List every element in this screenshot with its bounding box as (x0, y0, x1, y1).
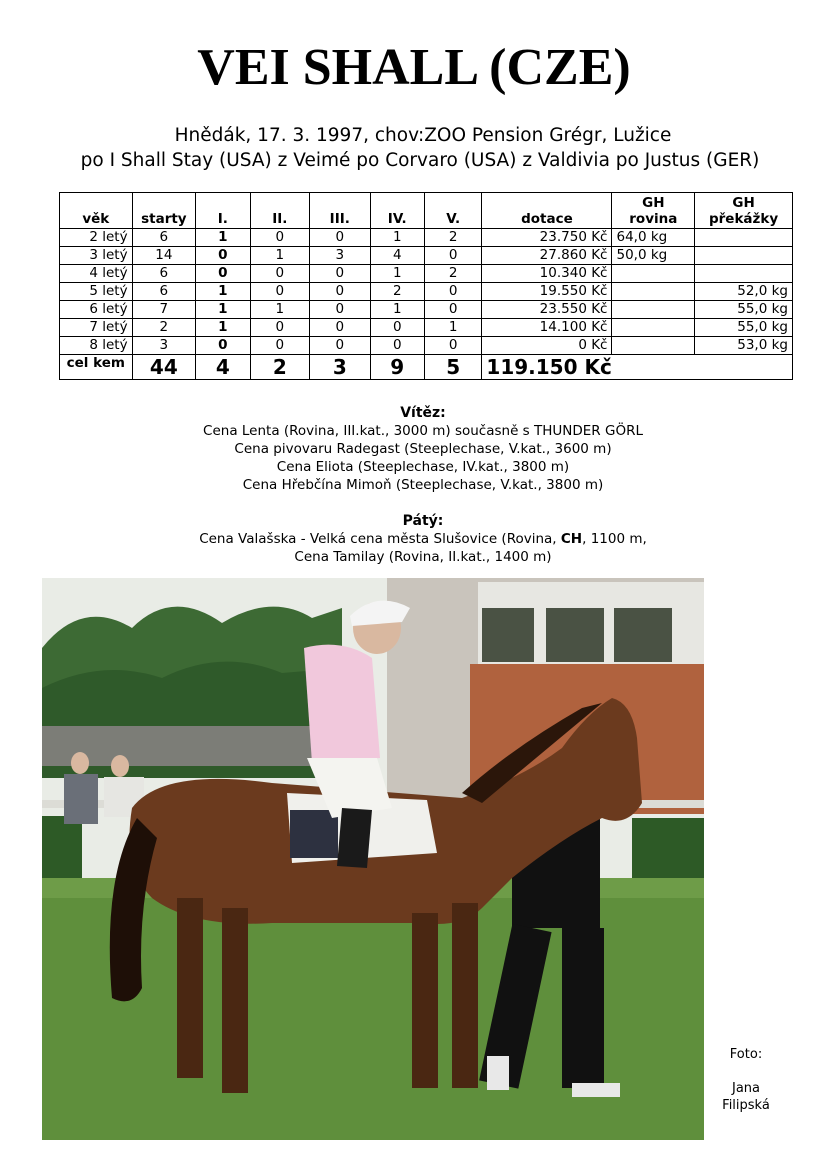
total-starty: 44 (132, 355, 196, 380)
header-gh-rovina-top: GH (642, 195, 665, 211)
cell-starty: 2 (132, 319, 196, 337)
header-p4: IV. (370, 193, 424, 229)
cell-starty: 7 (132, 301, 196, 319)
cell-starty: 6 (132, 229, 196, 247)
winner-section (0, 404, 828, 494)
cell-p2: 0 (250, 265, 309, 283)
table-row (60, 247, 793, 265)
total-p5: 5 (424, 355, 481, 380)
cell-p5: 0 (424, 283, 481, 301)
cell-p5: 1 (424, 319, 481, 337)
cell-p1: 0 (196, 337, 250, 355)
cell-dotace: 14.100 Kč (482, 319, 612, 337)
cell-vek: 2 letý (60, 229, 133, 247)
photo-credit (714, 1046, 778, 1114)
total-label: cel kem (60, 355, 133, 380)
cell-vek: 3 letý (60, 247, 133, 265)
header-gh-rovina (612, 193, 695, 229)
cell-gh-prekazky: 55,0 kg (695, 301, 793, 319)
horse-info-line: Hnědák, 17. 3. 1997, chov:ZOO Pension Grégr, Lužice (174, 125, 672, 146)
cell-starty: 6 (132, 265, 196, 283)
photo-credit-label: Foto: (729, 1047, 763, 1062)
total-dotace: 119.150 Kč (482, 355, 793, 380)
header-dotace: dotace (482, 193, 612, 229)
cell-starty: 6 (132, 283, 196, 301)
cell-p1: 1 (196, 283, 250, 301)
table-row (60, 265, 793, 283)
cell-p1: 1 (196, 301, 250, 319)
cell-p4: 4 (370, 247, 424, 265)
winner-item: Cena Lenta (Rovina, III.kat., 3000 m) současně s THUNDER GÖRL (203, 423, 643, 439)
cell-gh-rovina (612, 337, 695, 355)
cell-dotace: 23.750 Kč (482, 229, 612, 247)
cell-p4: 0 (370, 337, 424, 355)
cell-p5: 0 (424, 247, 481, 265)
cell-p2: 0 (250, 229, 309, 247)
winner-heading: Vítěz: (400, 405, 446, 421)
table-row (60, 301, 793, 319)
cell-dotace: 27.860 Kč (482, 247, 612, 265)
cell-gh-rovina (612, 319, 695, 337)
cell-p2: 1 (250, 301, 309, 319)
cell-p2: 0 (250, 337, 309, 355)
cell-gh-rovina (612, 265, 695, 283)
fifth-section (0, 512, 828, 566)
total-p1: 4 (196, 355, 250, 380)
cell-p1: 0 (196, 247, 250, 265)
cell-p2: 0 (250, 283, 309, 301)
winner-item: Cena Eliota (Steeplechase, IV.kat., 3800 m) (276, 459, 570, 475)
cell-p2: 1 (250, 247, 309, 265)
header-starty: starty (132, 193, 196, 229)
header-vek: věk (60, 193, 133, 229)
cell-p4: 1 (370, 229, 424, 247)
table-row (60, 283, 793, 301)
table-body (60, 229, 793, 355)
cell-vek: 8 letý (60, 337, 133, 355)
cell-p3: 0 (310, 337, 370, 355)
horse-name-title: VEI SHALL (CZE) (197, 39, 631, 96)
winner-item: Cena Hřebčína Mimoň (Steeplechase, V.kat., 3800 m) (242, 477, 604, 493)
header-p3: III. (310, 193, 370, 229)
cell-dotace: 10.340 Kč (482, 265, 612, 283)
cell-p3: 0 (310, 301, 370, 319)
total-p2: 2 (250, 355, 309, 380)
fifth-item-text: Cena Valašska - Velká cena města Slušovice (Rovina, (199, 531, 561, 547)
cell-vek: 7 letý (60, 319, 133, 337)
cell-p5: 0 (424, 301, 481, 319)
horse-photo (42, 578, 704, 1140)
header-gh-prekazky (695, 193, 793, 229)
cell-p5: 0 (424, 337, 481, 355)
table-row (60, 319, 793, 337)
cell-dotace: 19.550 Kč (482, 283, 612, 301)
cell-p3: 0 (310, 319, 370, 337)
photo-credit-name: Jana (731, 1081, 760, 1096)
cell-gh-prekazky (695, 229, 793, 247)
cell-p3: 0 (310, 283, 370, 301)
header-p2: II. (250, 193, 309, 229)
fifth-item (0, 530, 828, 548)
cell-gh-rovina: 64,0 kg (612, 229, 695, 247)
table-total-row (60, 355, 793, 380)
cell-p5: 2 (424, 265, 481, 283)
header-gh-prekazky-top: GH (732, 195, 755, 211)
cell-p1: 1 (196, 229, 250, 247)
cell-vek: 6 letý (60, 301, 133, 319)
cell-p4: 1 (370, 301, 424, 319)
cell-p3: 3 (310, 247, 370, 265)
fifth-item-distance: , 1100 m, (582, 531, 647, 547)
cell-gh-prekazky (695, 247, 793, 265)
fifth-item: Cena Tamilay (Rovina, II.kat., 1400 m) (294, 549, 552, 565)
cell-gh-prekazky: 52,0 kg (695, 283, 793, 301)
winner-item: Cena pivovaru Radegast (Steeplechase, V.kat., 3600 m) (234, 441, 612, 457)
cell-p1: 0 (196, 265, 250, 283)
cell-starty: 14 (132, 247, 196, 265)
cell-gh-prekazky (695, 265, 793, 283)
table-row (60, 229, 793, 247)
cell-vek: 4 letý (60, 265, 133, 283)
cell-gh-rovina (612, 301, 695, 319)
cell-dotace: 0 Kč (482, 337, 612, 355)
cell-p4: 0 (370, 319, 424, 337)
photo-credit-surname: Filipská (722, 1098, 770, 1113)
fifth-item-category: CH (560, 531, 583, 547)
header-gh-prekazky-bottom: překážky (708, 211, 779, 227)
total-p4: 9 (370, 355, 424, 380)
cell-p1: 1 (196, 319, 250, 337)
cell-starty: 3 (132, 337, 196, 355)
cell-p3: 0 (310, 265, 370, 283)
cell-p4: 2 (370, 283, 424, 301)
cell-p3: 0 (310, 229, 370, 247)
cell-vek: 5 letý (60, 283, 133, 301)
cell-gh-prekazky: 55,0 kg (695, 319, 793, 337)
race-stats-table (59, 192, 793, 380)
table-row (60, 337, 793, 355)
pedigree-line: po I Shall Stay (USA) z Veimé po Corvaro (USA) z Valdivia po Justus (GER) (80, 150, 760, 171)
cell-gh-rovina: 50,0 kg (612, 247, 695, 265)
fifth-heading: Pátý: (402, 513, 444, 529)
total-p3: 3 (310, 355, 370, 380)
cell-dotace: 23.550 Kč (482, 301, 612, 319)
cell-gh-prekazky: 53,0 kg (695, 337, 793, 355)
cell-gh-rovina (612, 283, 695, 301)
cell-p2: 0 (250, 319, 309, 337)
cell-p5: 2 (424, 229, 481, 247)
header-p5: V. (424, 193, 481, 229)
header-gh-rovina-bottom: rovina (629, 211, 678, 227)
table-header-row (60, 193, 793, 229)
header-p1: I. (196, 193, 250, 229)
cell-p4: 1 (370, 265, 424, 283)
